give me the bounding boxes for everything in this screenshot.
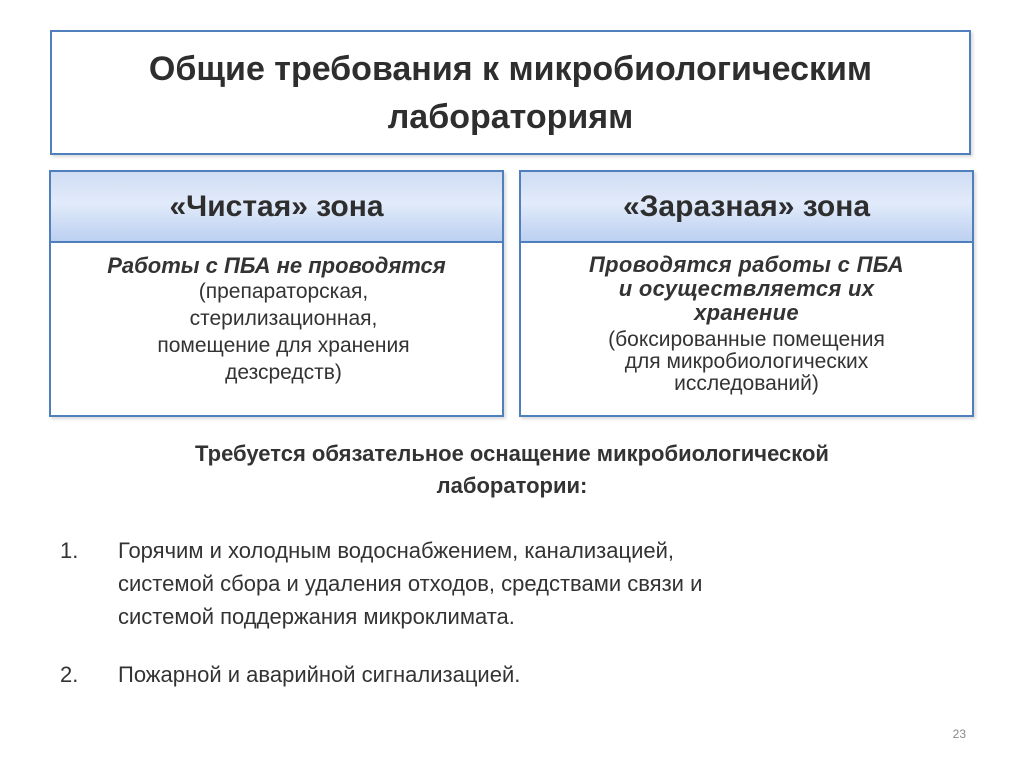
clean-zone-lead: Работы с ПБА не проводятся — [107, 253, 446, 278]
list-item-text — [118, 658, 938, 691]
infectious-zone-header: «Заразная» зона — [521, 172, 972, 243]
title-line-2: лабораториям — [387, 97, 634, 136]
clean-zone-header: «Чистая» зона — [51, 172, 502, 243]
list-item-number: 1. — [60, 538, 79, 563]
clean-zone-desc-line: помещение для хранения — [157, 334, 410, 357]
list-item-line: системой поддержания микроклимата. — [118, 604, 515, 629]
slide-title-box — [50, 30, 971, 155]
clean-zone-desc-line: стерилизационная, — [189, 307, 378, 330]
list-item-line: Горячим и холодным водоснабжением, канализацией, — [118, 538, 675, 563]
list-item-text — [118, 534, 938, 633]
infectious-zone-body — [521, 243, 972, 395]
infectious-zone-desc-line: для микробиологических — [624, 350, 869, 373]
infectious-zone-lead — [521, 253, 972, 325]
clean-zone-desc-line: дезсредств) — [225, 361, 342, 384]
clean-zone-body — [51, 243, 502, 386]
title-line-1: Общие требования к микробиологическим — [148, 49, 873, 88]
infectious-zone-lead-line: Проводятся работы с ПБА — [589, 252, 904, 277]
list-item-line: Пожарной и аварийной сигнализацией. — [118, 662, 521, 687]
requirements-heading-line: Требуется обязательное оснащение микробиологической — [195, 441, 829, 466]
infectious-zone-lead-line: хранение — [694, 300, 799, 325]
infectious-zone-desc-line: исследований) — [674, 372, 819, 395]
clean-zone-desc-line: (препараторская, — [198, 280, 369, 303]
infectious-zone-lead-line: и осуществляется их — [618, 276, 875, 301]
infectious-zone-description — [521, 325, 972, 395]
requirements-heading — [0, 438, 1024, 502]
requirements-heading-line: лаборатории: — [436, 473, 588, 498]
slide-title — [149, 45, 872, 141]
infectious-zone-box — [519, 170, 974, 417]
infectious-zone-desc-line: (боксированные помещения — [608, 328, 885, 351]
list-item-line: системой сбора и удаления отходов, средствами связи и — [118, 571, 703, 596]
clean-zone-box — [49, 170, 504, 417]
list-item-number: 2. — [60, 662, 79, 687]
page-number: 23 — [952, 727, 966, 741]
clean-zone-description — [51, 278, 502, 386]
